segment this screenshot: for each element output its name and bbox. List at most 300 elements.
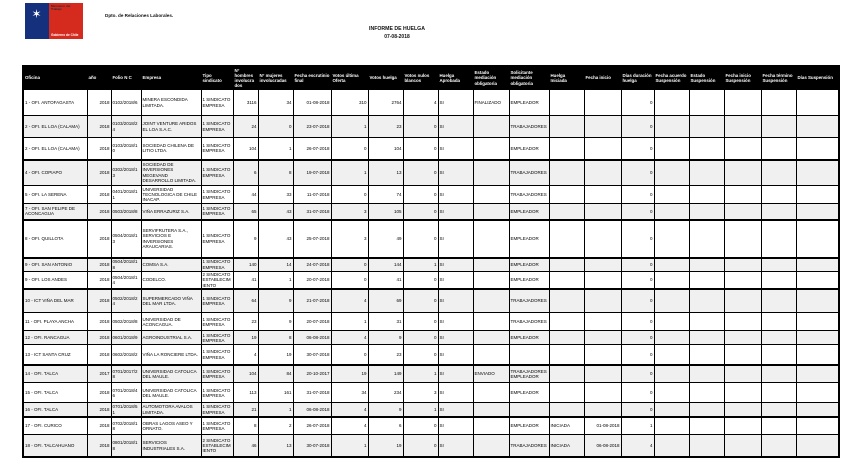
table-cell	[473, 272, 509, 289]
table-cell: SI	[438, 90, 473, 116]
table-cell	[689, 138, 724, 160]
table-cell: 9	[368, 403, 403, 417]
table-cell	[473, 138, 509, 160]
table-cell: 234	[368, 383, 403, 403]
table-row	[23, 403, 839, 417]
table-cell: 23	[368, 116, 403, 138]
column-header: Empresa	[141, 66, 201, 90]
table-cell	[654, 345, 689, 365]
table-cell	[689, 313, 724, 331]
table-cell	[724, 313, 761, 331]
table-cell: 64	[233, 289, 258, 313]
table-cell: 2018	[87, 435, 111, 457]
table-cell	[761, 186, 796, 204]
table-cell: 1 SINDICATO EMPRESA	[201, 417, 233, 435]
table-cell	[584, 272, 621, 289]
table-cell: 1 SINDICATO EMPRESA	[201, 258, 233, 272]
table-cell: 06-08-2018	[293, 331, 331, 345]
table-cell: 0504/2018/14	[111, 272, 141, 289]
table-cell: 23	[368, 345, 403, 365]
table-cell	[761, 116, 796, 138]
column-header: año	[87, 66, 111, 90]
table-cell: 0	[331, 138, 368, 160]
table-cell: 0	[403, 417, 438, 435]
table-cell: 41	[233, 272, 258, 289]
table-row	[23, 435, 839, 457]
table-cell	[796, 365, 839, 383]
table-row	[23, 345, 839, 365]
table-cell: 0	[621, 272, 654, 289]
table-cell: 20-07-2018	[293, 272, 331, 289]
table-cell: 4	[331, 403, 368, 417]
table-cell: 2018	[87, 331, 111, 345]
table-cell: EMPLEADOR	[509, 90, 549, 116]
column-header: Solicitante mediación obligatoria	[509, 66, 549, 90]
table-cell: 26-07-2018	[293, 417, 331, 435]
table-cell: 4	[621, 435, 654, 457]
table-cell	[584, 138, 621, 160]
table-cell: 2018	[87, 220, 111, 258]
table-cell: SI	[438, 116, 473, 138]
table-cell: 2 - OFI. EL LOA (CALAMA)	[23, 116, 87, 138]
table-cell: 8	[233, 417, 258, 435]
table-cell: 0401/2018/11	[111, 186, 141, 204]
table-cell: 2018	[87, 383, 111, 403]
table-cell: 161	[258, 383, 293, 403]
table-cell: 1	[403, 403, 438, 417]
table-cell: AGROINDUSTRIAL S.A.	[141, 331, 201, 345]
table-cell	[724, 417, 761, 435]
gobierno-de-chile-label: Gobierno de Chile	[51, 33, 79, 37]
table-cell	[724, 116, 761, 138]
table-cell	[689, 403, 724, 417]
table-cell: 0	[403, 138, 438, 160]
table-cell	[689, 160, 724, 186]
table-cell: 20-10-2017	[293, 365, 331, 383]
table-cell: 0504/2018/18	[111, 258, 141, 272]
table-cell: SI	[438, 403, 473, 417]
table-cell	[796, 138, 839, 160]
table-cell: 8	[258, 331, 293, 345]
table-row	[23, 258, 839, 272]
table-cell	[724, 435, 761, 457]
table-cell	[584, 160, 621, 186]
table-cell: 06-08-2018	[584, 435, 621, 457]
table-cell	[796, 220, 839, 258]
table-cell: 0	[258, 116, 293, 138]
table-cell: 1 SINDICATO EMPRESA	[201, 345, 233, 365]
table-cell: SI	[438, 313, 473, 331]
table-cell: 15 - OFI. TALCA	[23, 383, 87, 403]
table-row	[23, 383, 839, 403]
table-cell: 20-07-2018	[293, 313, 331, 331]
column-header: Folio N C	[111, 66, 141, 90]
table-cell: VIÑA LA RONCIERE LTDA.	[141, 345, 201, 365]
table-cell	[724, 403, 761, 417]
table-cell	[761, 383, 796, 403]
table-cell	[796, 186, 839, 204]
table-cell: 14	[258, 258, 293, 272]
table-cell: 1 SINDICATO EMPRESA	[201, 289, 233, 313]
table-cell	[549, 220, 584, 258]
table-cell	[654, 160, 689, 186]
table-cell: 3	[331, 204, 368, 220]
table-cell	[796, 204, 839, 220]
table-cell: 0	[621, 365, 654, 383]
table-cell: 2018	[87, 289, 111, 313]
table-cell	[549, 331, 584, 345]
table-cell: 0504/2018/13	[111, 220, 141, 258]
column-header: Fecha término Suspensión	[761, 66, 796, 90]
table-cell	[654, 289, 689, 313]
table-cell: 31-07-2018	[293, 204, 331, 220]
table-cell: 44	[233, 186, 258, 204]
table-cell	[796, 417, 839, 435]
table-cell	[796, 435, 839, 457]
table-cell: 0602/2018/2	[111, 345, 141, 365]
table-cell: 2 SINDICATO ESTABLECIMIENTO	[201, 272, 233, 289]
table-cell: 19	[331, 365, 368, 383]
table-cell	[473, 403, 509, 417]
table-cell: 9 - OFI. LOS ANDES	[23, 272, 87, 289]
table-row	[23, 365, 839, 383]
table-cell: 41	[368, 272, 403, 289]
table-cell	[796, 331, 839, 345]
column-header: Votos última Oferta	[331, 66, 368, 90]
table-cell: 0801/2018/18	[111, 435, 141, 457]
table-cell: 26-07-2018	[293, 138, 331, 160]
table-cell: 0	[403, 186, 438, 204]
table-cell	[549, 289, 584, 313]
table-cell: 11-07-2018	[293, 186, 331, 204]
table-cell	[654, 313, 689, 331]
table-cell	[584, 90, 621, 116]
table-row	[23, 289, 839, 313]
table-cell	[584, 403, 621, 417]
table-cell: 49	[368, 220, 403, 258]
table-cell	[584, 331, 621, 345]
table-cell: 1	[258, 403, 293, 417]
table-cell	[689, 186, 724, 204]
table-cell: INICIADA	[549, 417, 584, 435]
table-cell: 13	[258, 435, 293, 457]
table-cell: 0	[403, 220, 438, 258]
table-cell	[549, 204, 584, 220]
table-cell: 0	[621, 345, 654, 365]
table-row	[23, 90, 839, 116]
table-cell: 1	[621, 417, 654, 435]
table-cell: 6	[368, 417, 403, 435]
table-cell: 0	[621, 204, 654, 220]
table-cell	[689, 435, 724, 457]
table-cell: SI	[438, 435, 473, 457]
table-cell: EMPLEADOR	[509, 204, 549, 220]
table-row	[23, 160, 839, 186]
table-cell: 2018	[87, 116, 111, 138]
table-cell: 0	[403, 435, 438, 457]
report-title: INFORME DE HUELGA	[369, 26, 425, 32]
table-cell: 0	[403, 204, 438, 220]
table-cell: 0701/2018/51	[111, 403, 141, 417]
table-cell	[761, 365, 796, 383]
table-cell: 3	[331, 220, 368, 258]
table-cell	[654, 417, 689, 435]
table-cell	[761, 331, 796, 345]
table-cell: 74	[368, 186, 403, 204]
table-cell: 30-07-2018	[293, 435, 331, 457]
table-cell: UNIVERSIDAD CATOLICA DEL MAULE.	[141, 383, 201, 403]
table-cell: EMPLEADOR	[509, 220, 549, 258]
table-cell	[549, 403, 584, 417]
table-cell	[796, 272, 839, 289]
table-cell: 1 SINDICATO EMPRESA	[201, 160, 233, 186]
table-cell: 0	[621, 258, 654, 272]
table-cell: 4	[331, 417, 368, 435]
table-cell	[473, 383, 509, 403]
table-cell: 19	[368, 435, 403, 457]
table-cell	[549, 138, 584, 160]
table-cell	[796, 116, 839, 138]
table-cell: SUPERMERCADO VIÑA DEL MAR LTDA.	[141, 289, 201, 313]
table-cell: 0	[403, 331, 438, 345]
table-cell: 34	[258, 90, 293, 116]
table-cell: 7 - OFI. SAN FELIPE DE ACONCAGUA	[23, 204, 87, 220]
table-cell	[761, 138, 796, 160]
table-cell: 2018	[87, 160, 111, 186]
table-cell: 10 - ICT VIÑA DEL MAR	[23, 289, 87, 313]
table-cell: 0	[621, 160, 654, 186]
table-cell: 30-07-2018	[293, 345, 331, 365]
table-header	[23, 66, 839, 90]
table-cell	[584, 365, 621, 383]
table-cell: 1	[258, 138, 293, 160]
table-cell: SI	[438, 258, 473, 272]
table-cell	[796, 403, 839, 417]
column-header: Fecha escrutinio final	[293, 66, 331, 90]
table-cell: EMPLEADOR	[509, 258, 549, 272]
table-cell	[473, 258, 509, 272]
table-cell: 8	[258, 160, 293, 186]
table-cell	[724, 383, 761, 403]
table-cell	[724, 331, 761, 345]
table-row	[23, 417, 839, 435]
table-cell	[761, 313, 796, 331]
table-cell: SI	[438, 289, 473, 313]
table-cell	[473, 417, 509, 435]
table-cell: 31-07-2018	[293, 383, 331, 403]
table-cell: 104	[233, 138, 258, 160]
table-cell: 1 SINDICATO EMPRESA	[201, 186, 233, 204]
table-cell: COMSA S.A.	[141, 258, 201, 272]
table-cell: 65	[233, 204, 258, 220]
table-cell: 25-07-2018	[293, 220, 331, 258]
department-label: Dpto. de Relaciones Laborales.	[105, 13, 174, 18]
table-cell	[654, 331, 689, 345]
table-cell: 43	[258, 220, 293, 258]
table-cell	[689, 258, 724, 272]
table-cell	[724, 220, 761, 258]
table-cell: TRABAJADORES	[509, 116, 549, 138]
table-cell: SI	[438, 365, 473, 383]
report-date: 07-08-2018	[384, 34, 410, 40]
ministry-label: Ministerio del Trabajo	[51, 4, 71, 12]
table-cell: SOCIEDAD DE INVERSIONES MEGEVAND DESARROLLO LIMITADA.	[141, 160, 201, 186]
table-cell	[473, 220, 509, 258]
table-cell: 4	[331, 289, 368, 313]
table-cell: 1 SINDICATO EMPRESA	[201, 204, 233, 220]
table-cell: 1 SINDICATO EMPRESA	[201, 116, 233, 138]
table-cell: 104	[368, 138, 403, 160]
table-cell: 0103/2018/10	[111, 138, 141, 160]
table-cell: 01-08-2018	[293, 90, 331, 116]
table-cell: SERVICIOS INDUSTRIALES S.A.	[141, 435, 201, 457]
table-cell	[584, 186, 621, 204]
table-cell	[654, 138, 689, 160]
table-cell: 0	[403, 289, 438, 313]
table-cell	[796, 289, 839, 313]
table-cell: 4	[233, 345, 258, 365]
table-cell: 69	[368, 289, 403, 313]
table-cell	[584, 116, 621, 138]
table-cell	[549, 365, 584, 383]
table-cell: 2018	[87, 272, 111, 289]
table-cell	[761, 272, 796, 289]
table-cell: 2018	[87, 138, 111, 160]
table-cell: TRABAJADORES	[509, 289, 549, 313]
table-cell: 1	[258, 272, 293, 289]
table-cell	[761, 403, 796, 417]
table-cell	[473, 313, 509, 331]
table-cell: 1 SINDICATO EMPRESA	[201, 383, 233, 403]
table-cell: SERVIFRUTERA S.A., SERVICIOS E INVERSIONES ARAUCARIAS.	[141, 220, 201, 258]
table-cell: 2	[258, 417, 293, 435]
table-cell: 2 - OFI. EL LOA (CALAMA)	[23, 138, 87, 160]
table-cell	[654, 403, 689, 417]
table-cell	[654, 258, 689, 272]
table-cell: 4	[331, 331, 368, 345]
table-row	[23, 272, 839, 289]
table-cell	[689, 204, 724, 220]
table-cell	[473, 345, 509, 365]
table-cell: SI	[438, 345, 473, 365]
table-cell	[509, 403, 549, 417]
table-cell: 21-07-2018	[293, 289, 331, 313]
table-cell	[689, 90, 724, 116]
table-cell: 0302/2018/13	[111, 160, 141, 186]
table-cell: UNIVERSIDAD DE ACONCAGUA.	[141, 313, 201, 331]
table-cell	[761, 417, 796, 435]
table-cell: SOCIEDAD CHILENA DE LITIO LTDA.	[141, 138, 201, 160]
table-cell: 33	[258, 186, 293, 204]
table-cell	[473, 116, 509, 138]
table-cell: 0601/2018/9	[111, 331, 141, 345]
table-cell: 2018	[87, 186, 111, 204]
table-cell: 0	[403, 116, 438, 138]
table-cell	[689, 331, 724, 345]
table-cell: 0	[331, 345, 368, 365]
table-cell	[473, 160, 509, 186]
table-cell	[796, 313, 839, 331]
table-cell: SI	[438, 160, 473, 186]
table-cell: 0	[403, 160, 438, 186]
table-cell: 105	[368, 204, 403, 220]
table-cell: 0	[621, 138, 654, 160]
table-cell	[549, 345, 584, 365]
table-cell	[689, 417, 724, 435]
table-cell: TRABAJADORES	[509, 435, 549, 457]
table-row	[23, 220, 839, 258]
table-cell: 0503/2018/8	[111, 204, 141, 220]
table-cell	[654, 90, 689, 116]
table-cell	[724, 160, 761, 186]
table-row	[23, 116, 839, 138]
table-cell: 0	[621, 289, 654, 313]
column-header: Tipo sindicato	[201, 66, 233, 90]
table-cell: SI	[438, 272, 473, 289]
table-cell	[724, 258, 761, 272]
table-cell: 1 SINDICATO EMPRESA	[201, 403, 233, 417]
table-cell	[796, 258, 839, 272]
column-header: Días duración huelga	[621, 66, 654, 90]
table-cell	[689, 220, 724, 258]
table-cell: 0502/2018/24	[111, 289, 141, 313]
strike-report-table-container	[22, 65, 838, 458]
table-cell: 9	[258, 313, 293, 331]
table-cell: 149	[368, 365, 403, 383]
table-cell: 113	[233, 383, 258, 403]
table-cell	[761, 435, 796, 457]
table-cell	[796, 160, 839, 186]
table-cell: 0	[331, 272, 368, 289]
table-cell: 1 SINDICATO EMPRESA	[201, 331, 233, 345]
table-cell	[761, 220, 796, 258]
table-cell	[796, 90, 839, 116]
table-cell: 1 - OFI. ANTOFAGASTA	[23, 90, 87, 116]
column-header: Oficina	[23, 66, 87, 90]
table-cell: 2018	[87, 403, 111, 417]
table-cell: SI	[438, 383, 473, 403]
table-cell: 06-08-2018	[293, 403, 331, 417]
table-cell: 1 SINDICATO EMPRESA	[201, 365, 233, 383]
table-cell: 9 - OFI. SAN ANTONIO	[23, 258, 87, 272]
column-header: Días Suspensión	[796, 66, 839, 90]
table-cell: SI	[438, 220, 473, 258]
table-cell	[549, 258, 584, 272]
table-cell	[761, 160, 796, 186]
table-cell: UNIVERSIDAD TECNOLOGICA DE CHILE INACAP.	[141, 186, 201, 204]
table-cell: 2018	[87, 90, 111, 116]
column-header: Fecha acuerdo Suspensión	[654, 66, 689, 90]
table-cell	[689, 272, 724, 289]
table-cell: 19-07-2018	[293, 160, 331, 186]
table-cell: 0	[621, 313, 654, 331]
table-cell	[654, 116, 689, 138]
table-cell: JOINT VENTURE ARIDOS EL LOA S.A.C.	[141, 116, 201, 138]
table-cell	[689, 365, 724, 383]
table-cell	[473, 331, 509, 345]
table-cell: 1 SINDICATO EMPRESA	[201, 313, 233, 331]
table-cell: 2 SINDICATO ESTABLECIMIENTO	[201, 435, 233, 457]
table-cell	[689, 345, 724, 365]
table-row	[23, 313, 839, 331]
table-cell: 0701/2017/28	[111, 365, 141, 383]
table-cell: 0701/2018/46	[111, 383, 141, 403]
table-cell	[509, 345, 549, 365]
table-cell: 9	[368, 331, 403, 345]
table-cell: 11 - OFI. PLAYA ANCHA	[23, 313, 87, 331]
table-cell: INICIADA	[549, 435, 584, 457]
table-cell	[549, 160, 584, 186]
